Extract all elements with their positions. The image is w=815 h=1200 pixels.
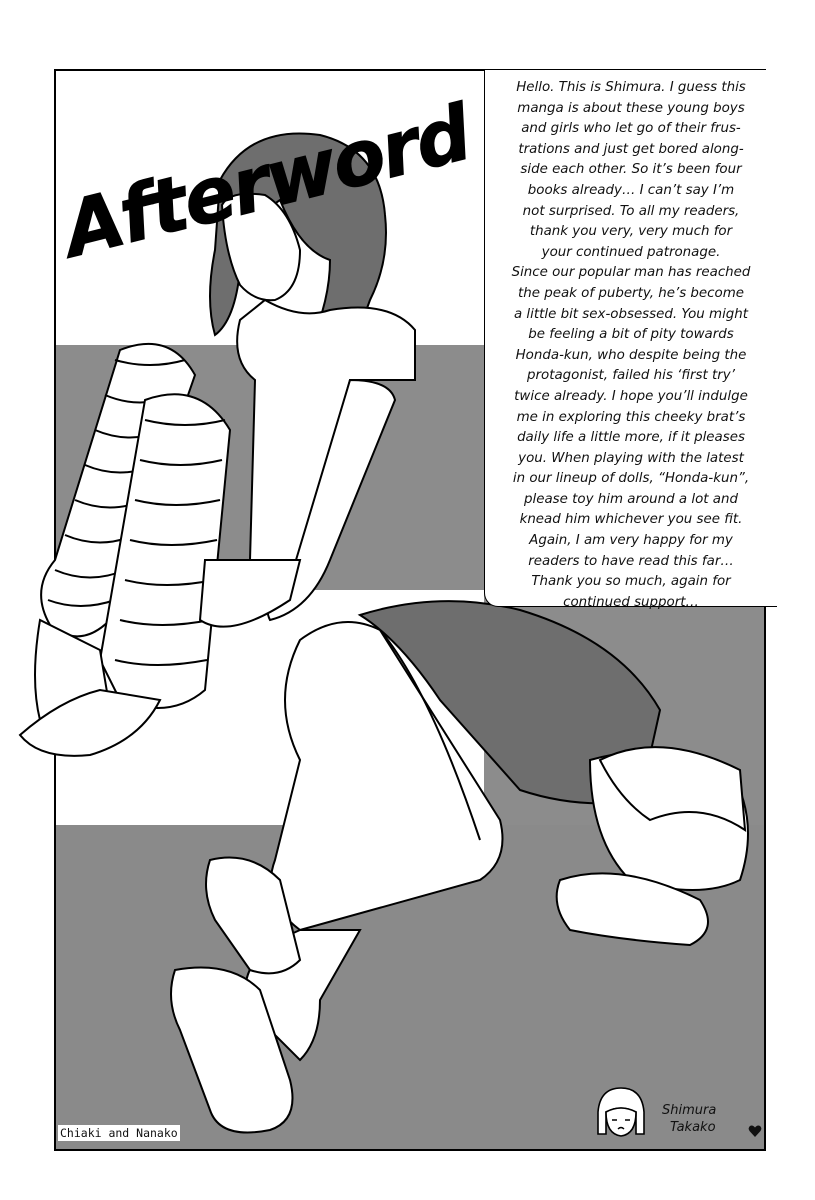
author-signature — [662, 1102, 762, 1136]
afterword-text: Hello. This is Shimura. I guess this manga is about these young boys and girls who let go of their frus- trations and just get bored along- side each other. So it’s been four books already… I can’t say I’m not surprised. To all my readers, thank you very, very much for your continued patronage. Since our popular man has reached the peak of puberty, he’s become a little bit sex-obsessed. You might be feeling a bit of pity towards Honda-kun, who despite being the protagonist, failed his ‘first try’ twice already. I hope you’ll indulge me in exploring this cheeky brat’s daily life a little more, if it pleases you. When playing with the latest in our lineup of dolls, “Honda-kun”, please toy him around a lot and knead him whichever you see fit. Again, I am very happy for my readers to have read this far… Thank you so much, again for continued support… — [511, 80, 751, 610]
author-self-portrait-icon — [590, 1082, 652, 1144]
illustration-caption: Chiaki and Nanako — [60, 1126, 178, 1140]
signature-line-1: Shimura — [662, 1103, 717, 1118]
signature-line-2: Takako — [670, 1120, 716, 1135]
page-title: Afterword — [55, 87, 478, 275]
heart-icon — [748, 1124, 762, 1138]
